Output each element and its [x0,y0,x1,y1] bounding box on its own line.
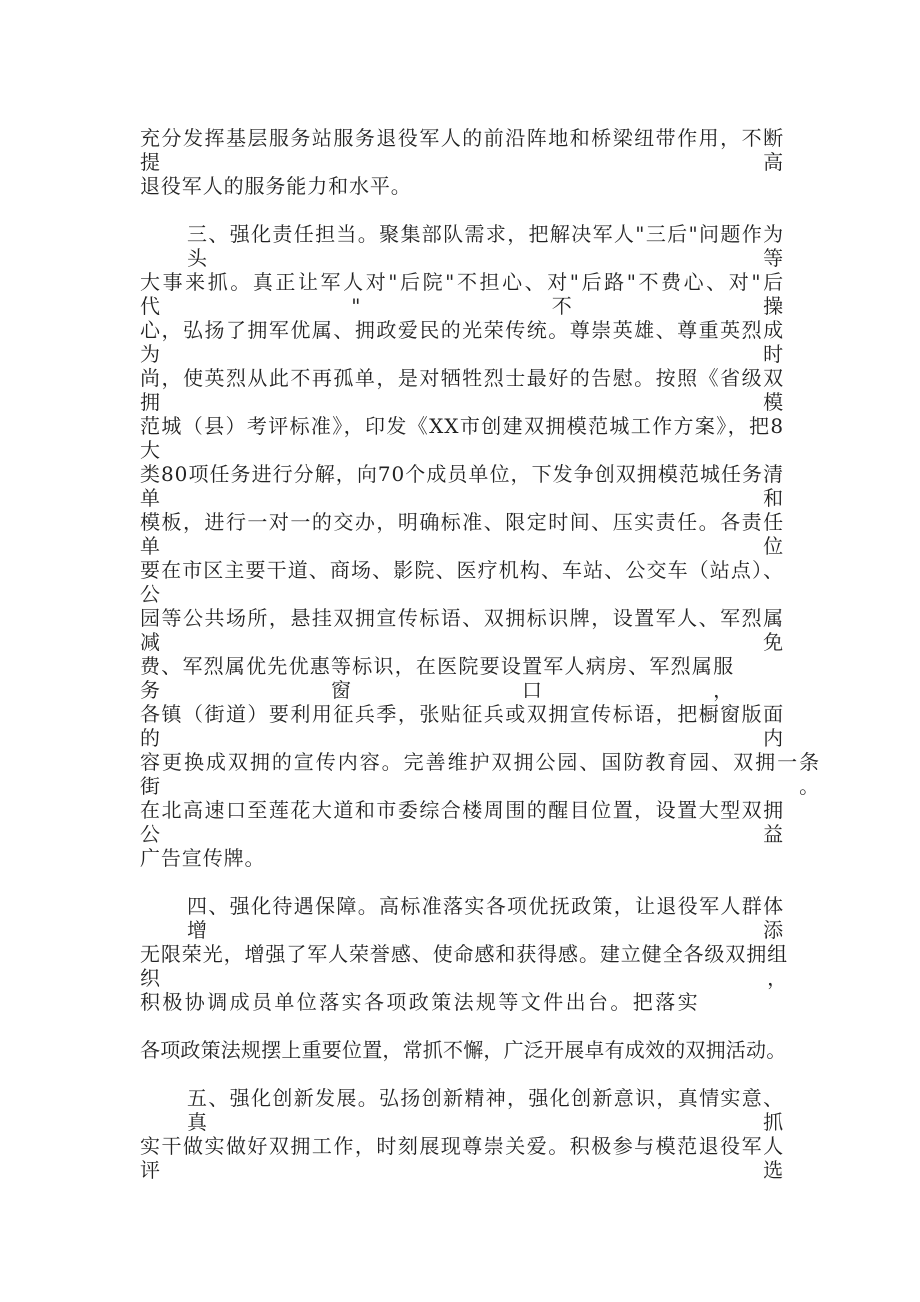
text-line-6: 尚，使英烈从此不再孤单，是对牺牲烈士最好的告慰。按照《省级双拥模 [140,366,784,414]
text-line-13: 各镇（街道）要利用征兵季，张贴征兵或双拥宣传标语，把橱窗版面的内 [140,702,784,750]
text-line-10: 要在市区主要干道、商场、影院、医疗机构、车站、公交车（站点）、公 [140,558,784,606]
text-line-7: 范城（县）考评标准》，印发《XX市创建双拥模范城工作方案》，把8大 [140,414,784,462]
text-line-8: 类80项任务进行分解，向70个成员单位，下发争创双拥模范城任务清单和 [140,462,784,510]
text-line-18: 无限荣光，增强了军人荣誉感、使命感和获得感。建立健全各级双拥组织， [140,942,788,990]
text-line-21: 五、强化创新发展。弘扬创新精神，强化创新意识，真情实意、真抓 [187,1086,784,1134]
text-line-22: 实干做实做好双拥工作，时刻展现尊崇关爱。积极参与模范退役军人评选 [140,1134,784,1182]
text-line-5: 心，弘扬了拥军优属、拥政爱民的光荣传统。尊崇英雄、尊重英烈成为时 [140,318,784,366]
text-line-17: 四、强化待遇保障。高标准落实各项优抚政策，让退役军人群体增添 [187,894,784,942]
text-line-19: 积极协调成员单位落实各项政策法规等文件出台。把落实 [140,990,700,1014]
text-line-2: 退役军人的服务能力和水平。 [140,174,412,198]
text-line-20: 各项政策法规摆上重要位置，常抓不懈，广泛开展卓有成效的双拥活动。 [140,1038,787,1062]
text-line-15: 在北高速口至莲花大道和市委综合楼周围的醒目位置，设置大型双拥公益 [140,798,784,846]
text-line-3: 三、强化责任担当。聚集部队需求，把解决军人"三后"问题作为头等 [187,222,784,270]
text-line-12: 费、军烈属优先优惠等标识，在医院要设置军人病房、军烈属服务窗口， [140,654,734,702]
text-line-16: 广告宣传牌。 [140,846,266,870]
text-line-11: 园等公共场所，悬挂双拥宣传标语、双拥标识牌，设置军人、军烈属减免 [140,606,784,654]
text-line-14: 容更换成双拥的宣传内容。完善维护双拥公园、国防教育园、双拥一条街。 [140,750,820,798]
text-line-9: 模板，进行一对一的交办，明确标准、限定时间、压实责任。各责任单位 [140,510,784,558]
text-line-1: 充分发挥基层服务站服务退役军人的前沿阵地和桥梁纽带作用，不断提高 [140,126,784,174]
text-line-4: 大事来抓。真正让军人对"后院"不担心、对"后路"不费心、对"后代"不操 [140,270,784,318]
